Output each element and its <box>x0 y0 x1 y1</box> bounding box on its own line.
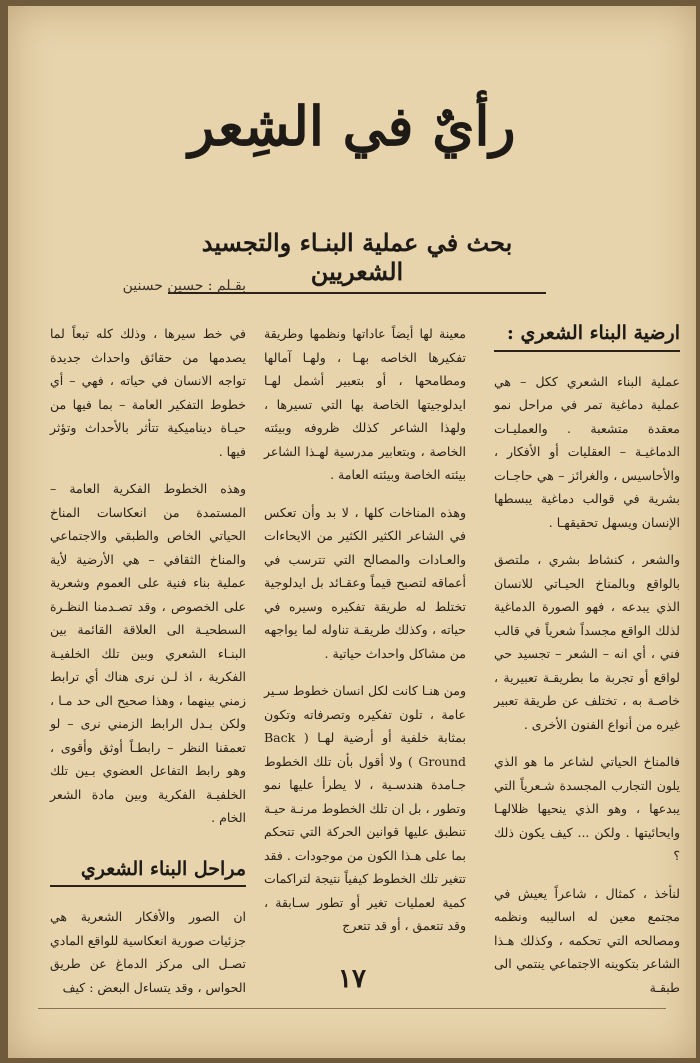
paragraph: والشعر ، كنشاط بشري ، ملتصق بالواقع وبالمناخ الحيـاتي للانسان الذي يبدعه ، فهو الصورة الدماغية لذلك الواقع مجسداً شعرياً في قالب فني ، أي انه – الشعر – تجسيد حي لواقع أو تجربة ما بطريقـة تعبيرية ، خاصـة به ، تختلف عن طريقة تعبير غيره من أنواع الفنون الأخرى . <box>494 552 680 732</box>
right-column <box>494 322 680 1013</box>
middle-column <box>264 322 466 952</box>
article-title: رأيٌ في الشِعر <box>188 94 516 158</box>
footer-divider <box>38 1008 666 1009</box>
page-number: ١٧ <box>338 964 366 994</box>
paragraph: فالمناخ الحياتي لشاعر ما هو الذي يلون التجارب المجسدة شـعرياً التي يبدعها ، وهو الذي ينحيها ظلالهـا وايحائيتها . ولكن ... كيف يكون ذلك ؟ <box>494 754 680 863</box>
paragraph: ان الصور والأفكار الشعرية هي جزئيات صورية انعكاسية للواقع المادي تصـل الى مركز الدماغ عن طريق الحواس ، وقد يتساءل البعض : كيف <box>50 909 246 995</box>
paragraph: معينة لها أيضاً عاداتها ونظمها وطريقة تفكيرها الخاصه بهـا ، ولهـا آمالها ومطامحها ، أو بتعبير أشمل لهـا ايدلوجيتها الخاصة بها التي تسيرها ، ولهذا الشاعر كذلك ظروفه وبيئته الخاصة ، وبتعابير مدرسية لهـذا الشاعر بيئته الخاصة وبيئته العامة . <box>264 326 466 482</box>
section-heading-stages: مراحل البناء الشعري <box>50 858 246 888</box>
magazine-page <box>8 6 696 1058</box>
left-column <box>50 322 246 1013</box>
author-byline: بقـلم : حسين حسنين <box>122 278 246 294</box>
paragraph: في خط سيرها ، وذلك كله تبعاً لما يصدمها من حقائق واحداث جديدة تواجه الانسان في حياته ، فهي – أي خطوط التفكير العامة – بما فيها من حيـاة ديناميكية تتأثر بالأحداث وتؤثر فيها . <box>50 326 246 459</box>
section-heading-foundation: ارضية البناء الشعري : <box>494 322 680 352</box>
article-subtitle: بحث في عملية البنـاء والتجسيد الشعريين <box>168 228 546 294</box>
paragraph: وهذه المناخات كلها ، لا بد وأن تعكس في الشاعر الكثير الكثير من الايحاءات والعـادات والمصالح التي تترسب في أعماقه لتصبح قيماً وعقـائد بل ايدلوجية تختلط له طريقة تفكيره وسيره في حياته ، وكذلك طريقـة تناوله لما يواجهه من مشاكل واحداث حياتية . <box>264 504 466 661</box>
paragraph: لنأخذ ، كمثال ، شاعراً يعيش في مجتمع معين له اساليبه ونظمه ومصالحه التي تحكمه ، وكذلك هـذا الشاعر بتكوينه الاجتماعي ينتمي الى طبقـة <box>494 885 680 995</box>
paragraph: عملية البناء الشعري ككل – هي عملية دماغية تمر في مراحل نمو معقدة متشعبة . والعمليـات الدماغيـة – العقليات أو الأفكار ، والأحاسيس ، والغرائز – هي حاجـات بشرية في قوالب دماغية يبسطها الإنسان ويسهل تحقيقهـا . <box>494 373 680 530</box>
paragraph: وهذه الخطوط الفكرية العامة – المستمدة من انعكاسات المناخ الحياتي الخاص والطبقي والاجتماعي والمناخ الثقافي – هي الأرضية لأية عملية بناء فنية على العموم وشعرية على الخصوص ، وقد تصـدمنا النظـرة السطحيـة الى العلاقة القائمة بين البنـاء الشعري وبين تلك الخلفيـة الفكرية ، اذ لـن نرى هناك أي ترابط زمني بينهما ، وهذا صحيح الى حد مـا ، ولكن بـدل الرابط الزمني نرى – لو تعمقنا النظر – رابطـاً أوثق وأقوى ، وهو رابط التفاعل العضوي بـين تلك الخلفيـة الفكرية وبين مادة الشعر الخام . <box>50 481 246 825</box>
paragraph: ومن هنـا كانت لكل انسان خطوط سـير عامة ، تلون تفكيره وتصرفاته وتكون بمثابة خلفية أو أرضية لهـا ( Back Ground ) ولا أقول بأن تلك الخطوط جـامدة هندسـية ، لا يطرأ عليها نمو وتطور ، بل ان تلك الخطوط مرنـة حيـة تنطبق عليها قوانين الحركة التي تتحكم بما على هـذا الكون من موجودات . فقد تتغير تلك الخطوط كيفياً نتيجة لتراكمات كمية لعمليات تغير أو تطور سـابقة ، وقد تتعمق ، أو قد تتعرج <box>264 683 466 933</box>
